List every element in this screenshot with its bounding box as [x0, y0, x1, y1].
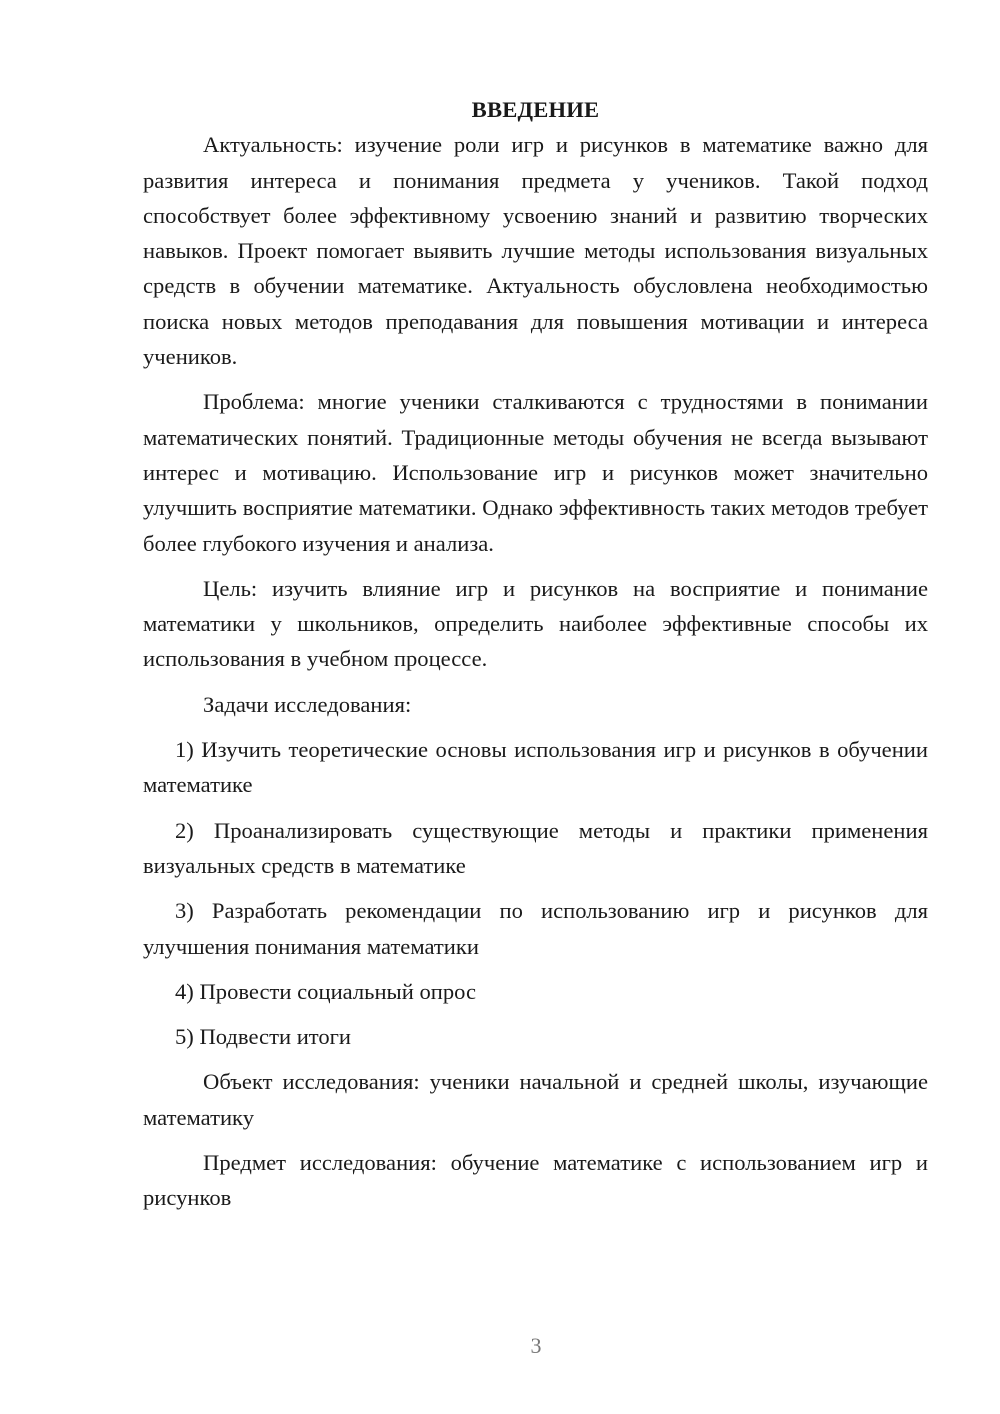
problem-paragraph: Проблема: многие ученики сталкиваются с трудностями в понимании математических понятий. Традиционные методы обучения не всегда вызывают интерес и мотивацию. Использование игр и рисунков может значительно улучшить восприятие математики. Однако эффективность таких методов требует более глубокого изучения и анализа. — [143, 389, 928, 556]
tasks-heading: Задачи исследования: — [203, 691, 412, 717]
page-content — [143, 92, 928, 1216]
object-paragraph: Объект исследования: ученики начальной и средней школы, изучающие математику — [143, 1069, 928, 1130]
subject-paragraph: Предмет исследования: обучение математике с использованием игр и рисунков — [143, 1150, 928, 1211]
task-item-4: 4) Провести социальный опрос — [175, 978, 477, 1004]
task-item-2: 2) Проанализировать существующие методы и практики применения визуальных средств в математике — [143, 817, 928, 878]
task-item-1: 1) Изучить теоретические основы использования игр и рисунков в обучении математике — [143, 737, 928, 798]
task-item-3: 3) Разработать рекомендации по использованию игр и рисунков для улучшения понимания математики — [143, 898, 928, 959]
page-number: 3 — [530, 1333, 542, 1358]
goal-paragraph: Цель: изучить влияние игр и рисунков на восприятие и понимание математики у школьников, определить наиболее эффективные способы их использования в учебном процессе. — [143, 575, 928, 672]
task-item-5: 5) Подвести итоги — [175, 1024, 352, 1050]
relevance-paragraph: Актуальность: изучение роли игр и рисунков в математике важно для развития интереса и понимания предмета у учеников. Такой подход способствует более эффективному усвоению знаний и развитию творческих навыков. Проект помогает выявить лучшие методы использования визуальных средств в обучении математике. Актуальность обусловлена необходимостью поиска новых методов преподавания для повышения мотивации и интереса учеников. — [143, 132, 928, 370]
section-title: ВВЕДЕНИЕ — [471, 97, 600, 122]
